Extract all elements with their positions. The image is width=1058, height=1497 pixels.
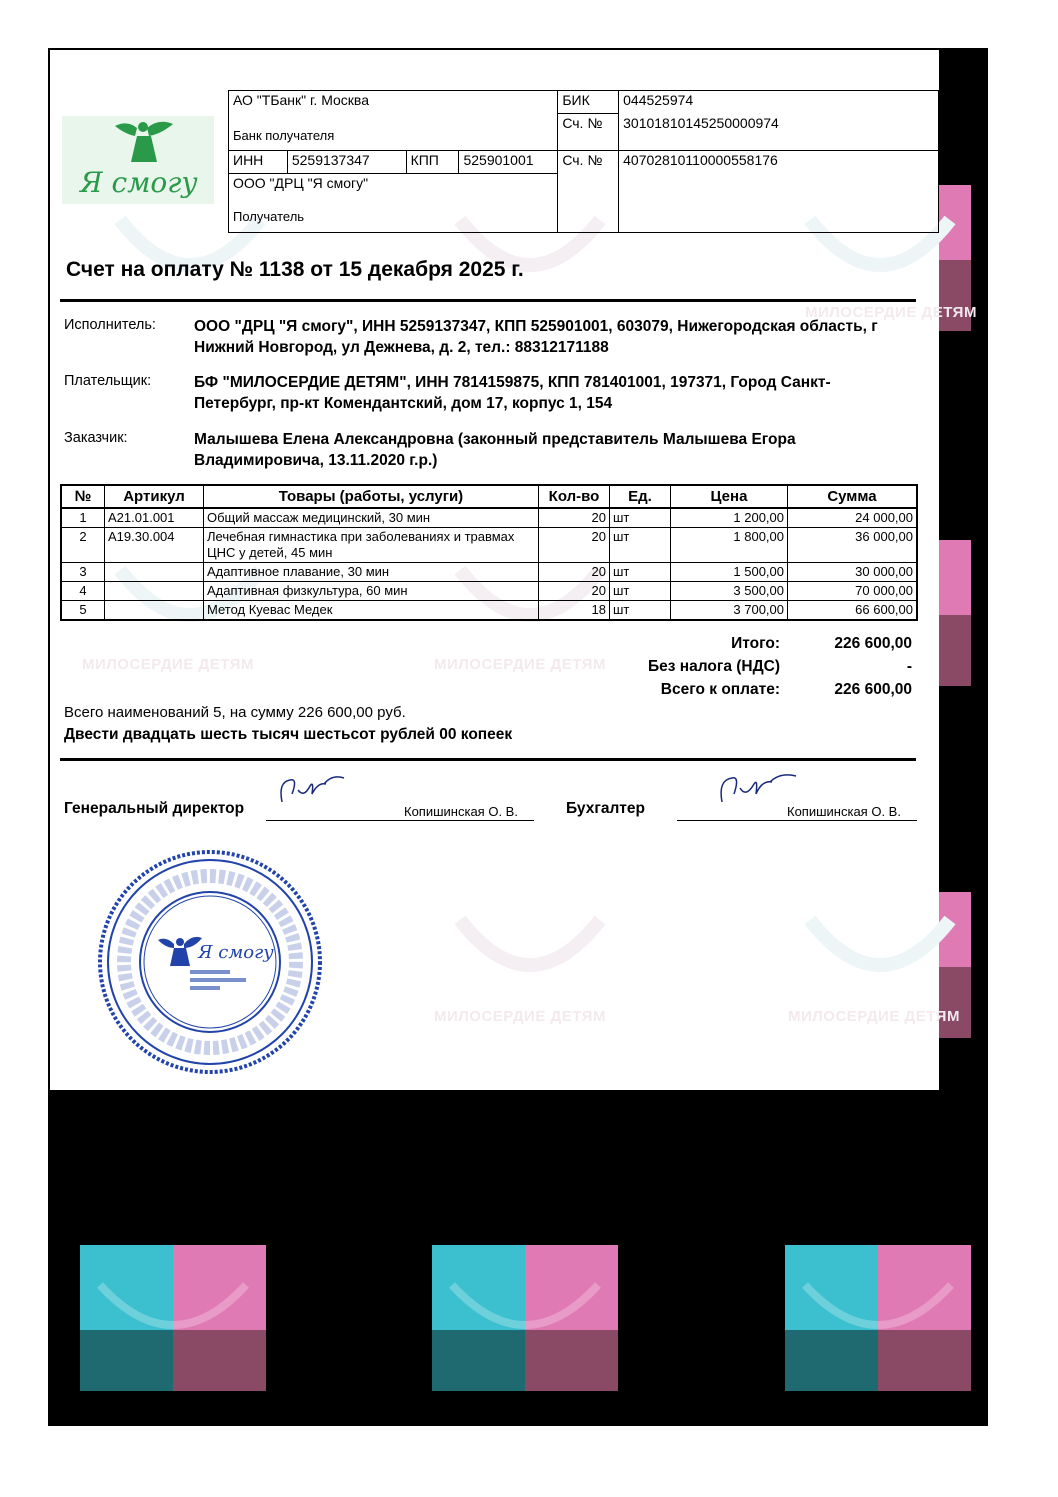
watermark-tile-bottom-2 [432, 1245, 618, 1391]
customer-value: Малышева Елена Александровна (законный представитель Малышева Егора Владимировича, 13.11.2020 г.р.) [194, 431, 796, 469]
table-row [61, 582, 917, 601]
company-logo [62, 116, 214, 204]
executor-value: ООО "ДРЦ "Я смогу", ИНН 5259137347, КПП 525901001, 603079, Нижегородская область, г Нижний Новгород, ул Дежнева, д. 2, тел.: 88312171188 [194, 318, 878, 356]
watermark-heart-icon [450, 900, 610, 1000]
row-qty: 20 [539, 582, 610, 601]
total-value: 226 600,00 [834, 635, 912, 652]
row-unit: шт [610, 582, 671, 601]
table-row [61, 563, 917, 582]
row-sum: 66 600,00 [788, 601, 918, 621]
bik-value: 044525974 [619, 91, 939, 114]
row-num: 2 [61, 528, 105, 563]
row-article [105, 601, 204, 621]
header-article: Артикул [105, 485, 204, 508]
inn-label: ИНН [229, 151, 288, 174]
director-signature-line [266, 820, 534, 821]
recipient-label: Получатель [233, 209, 305, 224]
director-name: Копишинская О. В. [404, 804, 518, 819]
divider [60, 299, 916, 302]
row-sum: 36 000,00 [788, 528, 918, 563]
row-qty: 20 [539, 563, 610, 582]
row-sum: 24 000,00 [788, 508, 918, 528]
accountant-name: Копишинская О. В. [787, 804, 901, 819]
invoice-paper [50, 50, 977, 1090]
row-unit: шт [610, 563, 671, 582]
row-article: A21.01.001 [105, 508, 204, 528]
row-unit: шт [610, 508, 671, 528]
executor-label: Исполнитель: [64, 317, 156, 333]
row-article [105, 563, 204, 582]
logo-text: Я смогу [80, 166, 198, 199]
row-qty: 18 [539, 601, 610, 621]
watermark-text: МИЛОСЕРДИЕ ДЕТЯМ [434, 656, 606, 673]
divider [60, 758, 916, 761]
payer-value: БФ "МИЛОСЕРДИЕ ДЕТЯМ", ИНН 7814159875, КПП 781401001, 197371, Город Санкт-Петербург, пр-кт Комендантский, дом 17, корпус 1, 154 [194, 374, 831, 412]
bank-label: Банк получателя [233, 128, 335, 143]
row-name: Метод Куевас Медек [204, 601, 539, 621]
row-price: 1 200,00 [671, 508, 788, 528]
watermark-text: МИЛОСЕРДИЕ ДЕТЯМ [82, 656, 254, 673]
header-goods: Товары (работы, услуги) [204, 485, 539, 508]
accountant-label: Бухгалтер [566, 800, 645, 817]
table-row [61, 508, 917, 528]
row-name: Лечебная гимнастика при заболеваниях и травмах ЦНС у детей, 45 мин [204, 528, 539, 563]
watermark-text: МИЛОСЕРДИЕ ДЕТЯМ [788, 1008, 960, 1025]
row-name: Адаптивное плавание, 30 мин [204, 563, 539, 582]
watermark-text: МИЛОСЕРДИЕ ДЕТЯМ [805, 304, 977, 321]
row-num: 1 [61, 508, 105, 528]
watermark-tile-bottom-1 [80, 1245, 266, 1391]
table-header-row [61, 485, 917, 508]
row-qty: 20 [539, 508, 610, 528]
due-label: Всего к оплате: [660, 681, 780, 698]
kpp-value: 525901001 [459, 151, 558, 174]
header-price: Цена [671, 485, 788, 508]
corr-account-label: Сч. № [558, 114, 619, 151]
row-article: A19.30.004 [105, 528, 204, 563]
total-label: Итого: [731, 635, 780, 652]
row-name: Общий массаж медицинский, 30 мин [204, 508, 539, 528]
director-label: Генеральный директор [64, 800, 245, 817]
row-price: 1 500,00 [671, 563, 788, 582]
row-article [105, 582, 204, 601]
inn-value: 5259137347 [287, 151, 406, 174]
row-name: Адаптивная физкультура, 60 мин [204, 582, 539, 601]
tax-label: Без налога (НДС) [648, 658, 780, 675]
row-sum: 70 000,00 [788, 582, 918, 601]
row-qty: 20 [539, 528, 610, 563]
kpp-label: КПП [406, 151, 459, 174]
recipient-name: ООО "ДРЦ "Я смогу" [233, 175, 369, 191]
row-sum: 30 000,00 [788, 563, 918, 582]
row-unit: шт [610, 601, 671, 621]
company-stamp-icon [94, 846, 326, 1078]
row-unit: шт [610, 528, 671, 563]
bik-label: БИК [558, 91, 619, 114]
accountant-signature-line [677, 820, 917, 821]
invoice-title: Счет на оплату № 1138 от 15 декабря 2025 г. [66, 258, 524, 281]
watermark-heart-icon [800, 900, 940, 1000]
bank-details-table [228, 90, 939, 233]
items-table [60, 484, 918, 621]
corr-account-value: 30101810145250000974 [619, 114, 939, 151]
table-row [61, 601, 917, 621]
stamp-logo-text: Я смогу [198, 942, 274, 963]
header-qty: Кол-во [539, 485, 610, 508]
row-price: 1 800,00 [671, 528, 788, 563]
amount-in-words: Двести двадцать шесть тысяч шестьсот рублей 00 копеек [64, 726, 513, 743]
row-num: 4 [61, 582, 105, 601]
watermark-tile-right-2 [939, 540, 971, 686]
watermark-tile-bottom-3 [785, 1245, 971, 1391]
row-num: 3 [61, 563, 105, 582]
watermark-text: МИЛОСЕРДИЕ ДЕТЯМ [434, 1008, 606, 1025]
table-row [61, 528, 917, 563]
row-num: 5 [61, 601, 105, 621]
tax-value: - [906, 658, 912, 675]
account-value: 40702810110000558176 [619, 151, 939, 233]
row-price: 3 700,00 [671, 601, 788, 621]
angel-icon [107, 118, 177, 168]
items-count-line: Всего наименований 5, на сумму 226 600,00 руб. [64, 704, 406, 721]
header-sum: Сумма [788, 485, 918, 508]
account-label: Сч. № [558, 151, 619, 233]
bank-name: АО "ТБанк" г. Москва [233, 92, 369, 108]
header-num: № [61, 485, 105, 508]
director-signature-icon [274, 772, 354, 812]
payer-label: Плательщик: [64, 373, 152, 389]
row-price: 3 500,00 [671, 582, 788, 601]
due-value: 226 600,00 [834, 681, 912, 698]
customer-label: Заказчик: [64, 430, 128, 446]
header-unit: Ед. [610, 485, 671, 508]
